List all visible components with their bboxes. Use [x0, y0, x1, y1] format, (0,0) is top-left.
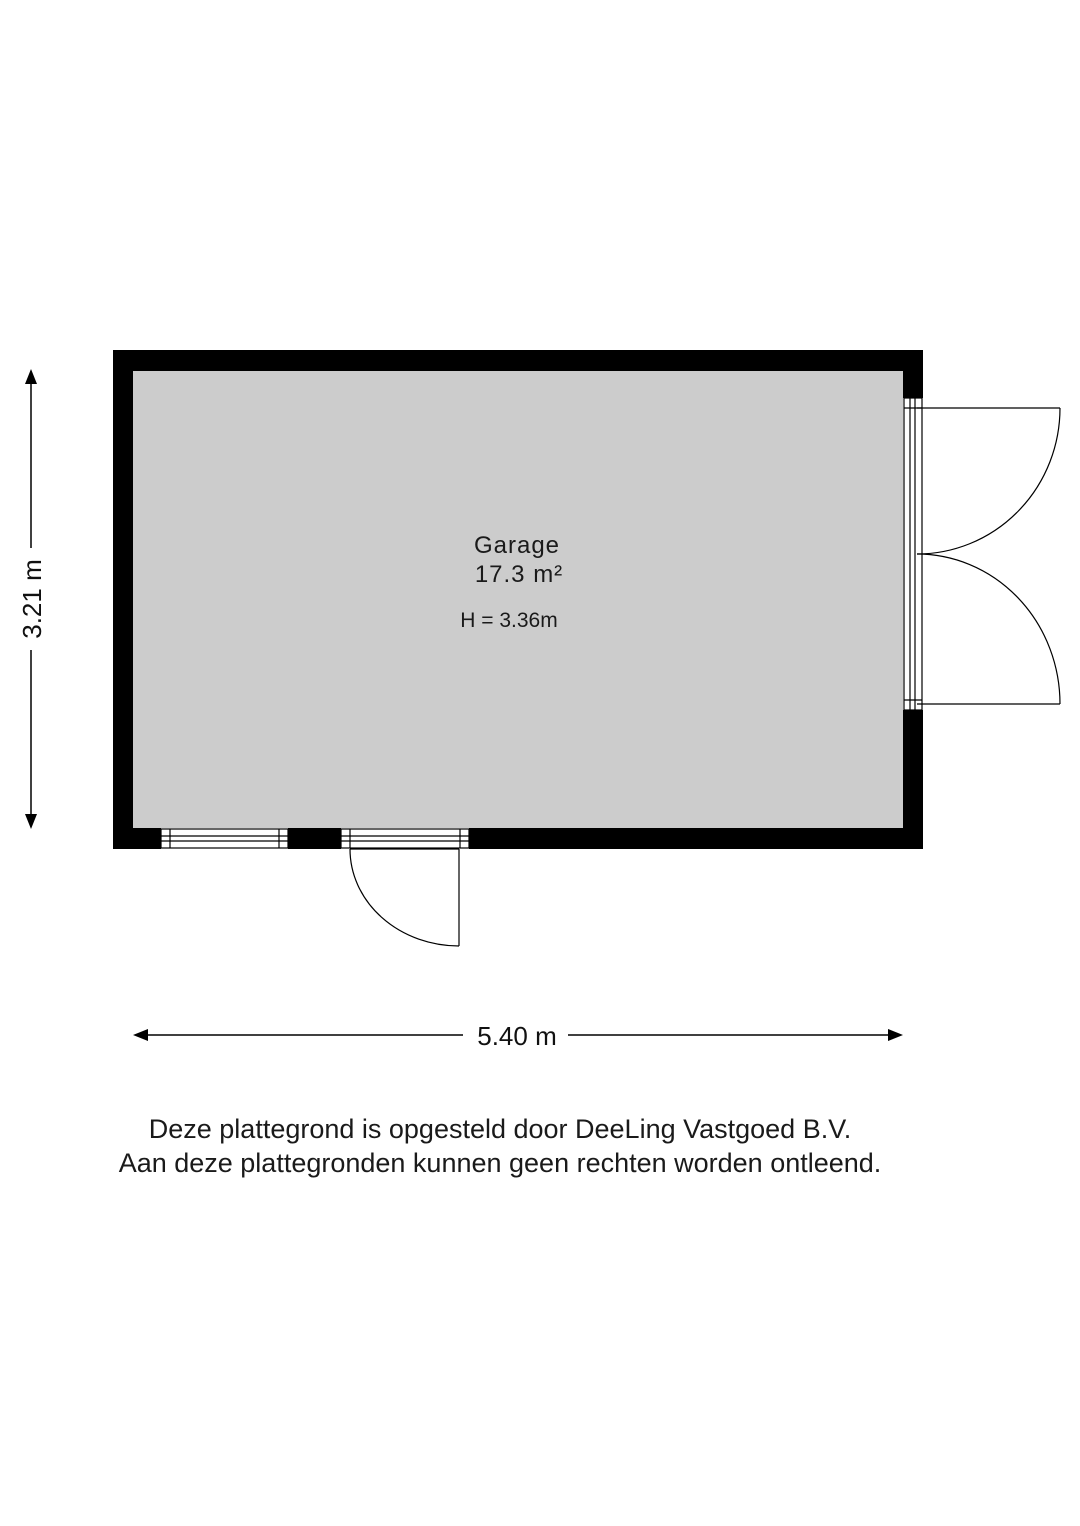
wall-top	[113, 350, 923, 371]
arrow-down-icon	[25, 814, 37, 829]
wall-bottom-pier	[288, 828, 341, 849]
width-dimension-label: 5.40 m	[477, 1021, 557, 1051]
wall-bottom-right	[469, 828, 923, 849]
wall-right-upper	[903, 350, 923, 398]
bottom-door-swing	[350, 849, 459, 946]
bottom-door-frame	[341, 829, 469, 848]
wall-left	[113, 350, 133, 849]
room-area: 17.3 m²	[474, 561, 564, 588]
room-height: H = 3.36m	[460, 609, 558, 632]
right-door-swing	[917, 408, 1060, 704]
disclaimer-line-1: Deze plattegrond is opgesteld door DeeLing Vastgoed B.V.	[148, 1114, 852, 1144]
arrow-up-icon	[25, 369, 37, 384]
wall-bottom-left	[113, 828, 161, 849]
garage-floor	[133, 371, 903, 828]
bottom-window	[161, 829, 288, 848]
room-name: Garage	[473, 532, 561, 559]
disclaimer	[0, 1112, 1000, 1180]
disclaimer-line-2: Aan deze plattegronden kunnen geen rechten worden ontleend.	[118, 1148, 882, 1178]
arrow-right-icon	[888, 1029, 903, 1041]
arrow-left-icon	[133, 1029, 148, 1041]
height-dimension-label: 3.21 m	[17, 559, 47, 639]
